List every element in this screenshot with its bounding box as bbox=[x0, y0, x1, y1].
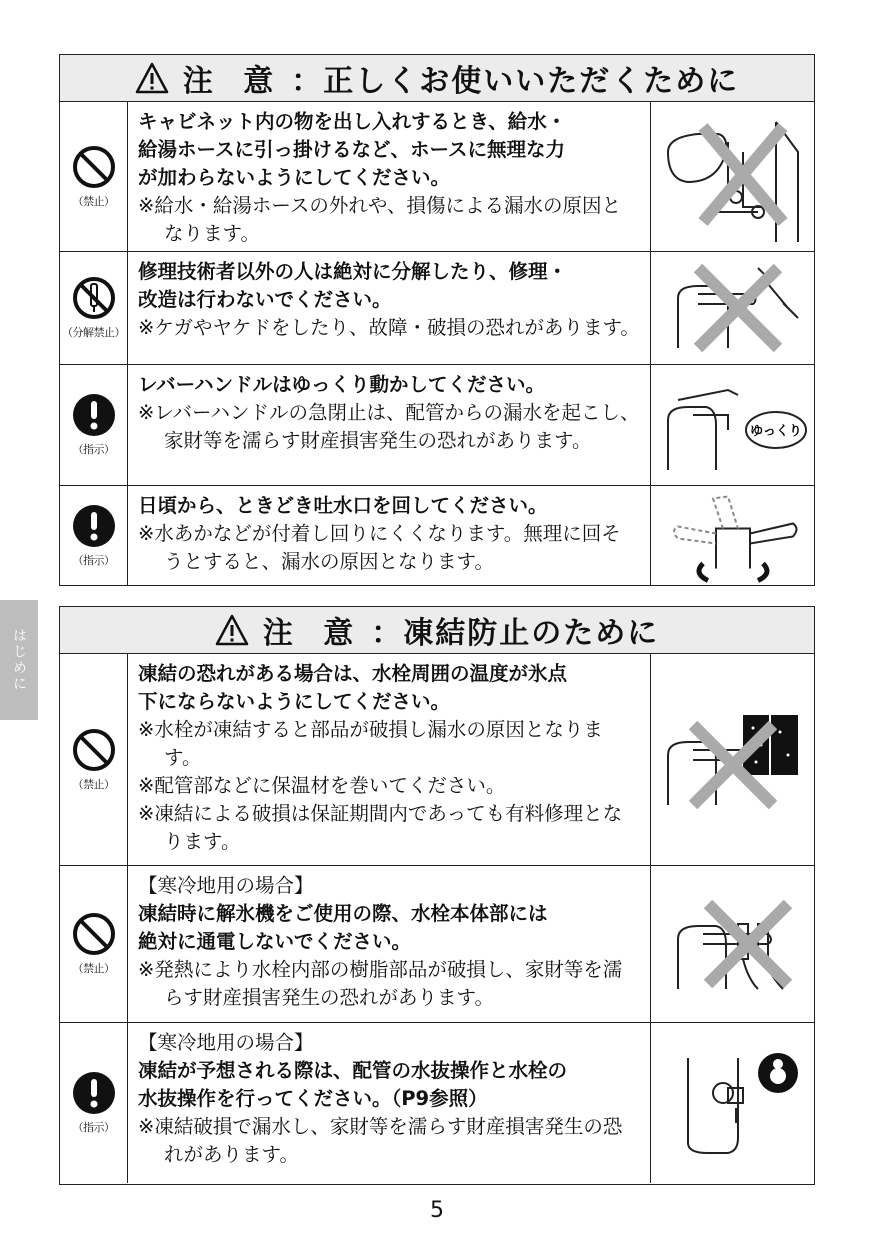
icon-caption: （禁止） bbox=[72, 195, 115, 208]
bold-line: 改造は行わないでください。 bbox=[138, 288, 392, 311]
caution-row bbox=[60, 654, 814, 866]
section-label: 注 意 bbox=[262, 616, 364, 651]
note-text: ※水あかなどが付着し回りにくくなります。無理に回そうとすると、漏水の原因となります。 bbox=[138, 522, 621, 573]
bold-line: 日頃から、ときどき吐水口を回してください。 bbox=[138, 494, 548, 517]
slowly-bubble-text: ゆっくり bbox=[749, 424, 802, 439]
hose-caution-illustration bbox=[658, 112, 808, 242]
caution-section-proper-use bbox=[59, 54, 815, 586]
caution-row bbox=[60, 1023, 814, 1183]
page-number: 5 bbox=[430, 1198, 444, 1223]
caution-row bbox=[60, 866, 814, 1023]
instruction-icon bbox=[72, 393, 116, 437]
drain-valve-illustration bbox=[658, 1048, 808, 1158]
note-text: ※発熱により水栓内部の樹脂部品が破損し、家財等を濡らす財産損害発生の恐れがあります。 bbox=[138, 958, 623, 1009]
section-header bbox=[60, 607, 814, 654]
row-heading: 【寒冷地用の場合】 bbox=[138, 874, 314, 897]
section-title: ：凍結防止のために bbox=[371, 616, 660, 651]
side-tab-label: はじめに bbox=[11, 628, 27, 692]
caution-row bbox=[60, 486, 814, 585]
bold-line: 凍結の恐れがある場合は、水栓周囲の温度が氷点 bbox=[138, 662, 568, 685]
caution-row bbox=[60, 365, 814, 486]
prohibited-icon bbox=[72, 145, 116, 189]
caution-row bbox=[60, 102, 814, 252]
section-label: 注 意 bbox=[182, 64, 284, 99]
icon-caption: （分解禁止） bbox=[62, 326, 125, 339]
bold-line: 絶対に通電しないでください。 bbox=[138, 930, 412, 953]
warning-triangle-icon bbox=[135, 62, 169, 94]
instruction-icon bbox=[72, 1071, 116, 1115]
no-disassembly-icon bbox=[72, 276, 116, 320]
note-text: ※配管部などに保温材を巻いてください。 bbox=[138, 774, 506, 797]
icon-caption: （指示） bbox=[72, 1121, 115, 1134]
bold-line: が加わらないようにしてください。 bbox=[138, 166, 451, 189]
prohibited-icon bbox=[72, 728, 116, 772]
bold-line: レバーハンドルはゆっくり動かしてください。 bbox=[138, 373, 545, 396]
icon-caption: （指示） bbox=[72, 443, 115, 456]
bold-line: 凍結が予想される際は、配管の水抜操作と水栓の bbox=[138, 1059, 568, 1082]
bold-line: 給湯ホースに引っ掛けるなど、ホースに無理な力 bbox=[138, 138, 566, 161]
rotate-spout-illustration bbox=[658, 486, 808, 586]
warning-triangle-icon bbox=[215, 614, 249, 646]
icon-caption: （禁止） bbox=[72, 962, 115, 975]
bold-line: 修理技術者以外の人は絶対に分解したり、修理・ bbox=[138, 260, 568, 283]
bold-line: 下にならないようにしてください。 bbox=[138, 690, 451, 713]
prohibited-icon bbox=[72, 912, 116, 956]
note-text: ※水栓が凍結すると部品が破損し漏水の原因となります。 bbox=[138, 718, 603, 769]
section-title: ：正しくお使いいただくために bbox=[291, 64, 740, 99]
bold-line: 水抜操作を行ってください。（P9参照） bbox=[138, 1087, 488, 1110]
note-text: ※凍結破損で漏水し、家財等を濡らす財産損害発生の恐れがあります。 bbox=[138, 1115, 623, 1166]
note-text: ※ケガやヤケドをしたり、故障・破損の恐れがあります。 bbox=[138, 316, 640, 339]
row-heading: 【寒冷地用の場合】 bbox=[138, 1031, 314, 1054]
caution-row bbox=[60, 252, 814, 365]
section-header bbox=[60, 55, 814, 102]
lever-slowly-illustration bbox=[658, 375, 808, 475]
instruction-icon bbox=[72, 504, 116, 548]
frozen-window-illustration bbox=[658, 710, 808, 810]
caution-section-freeze-prevention bbox=[59, 606, 815, 1185]
note-text: ※凍結による破損は保証期間内であっても有料修理となります。 bbox=[138, 802, 623, 853]
side-tab bbox=[0, 600, 38, 720]
bold-line: キャビネット内の物を出し入れするとき、給水・ bbox=[138, 110, 567, 133]
thawing-machine-illustration bbox=[658, 894, 808, 994]
note-text: ※給水・給湯ホースの外れや、損傷による漏水の原因となります。 bbox=[138, 194, 621, 245]
note-text: ※レバーハンドルの急閉止は、配管からの漏水を起こし、家財等を濡らす財産損害発生の恐れがあります。 bbox=[138, 401, 640, 452]
icon-caption: （指示） bbox=[72, 554, 115, 567]
bold-line: 凍結時に解氷機をご使用の際、水栓本体部には bbox=[138, 902, 548, 925]
icon-caption: （禁止） bbox=[72, 777, 115, 791]
wrench-faucet-illustration bbox=[658, 258, 808, 358]
